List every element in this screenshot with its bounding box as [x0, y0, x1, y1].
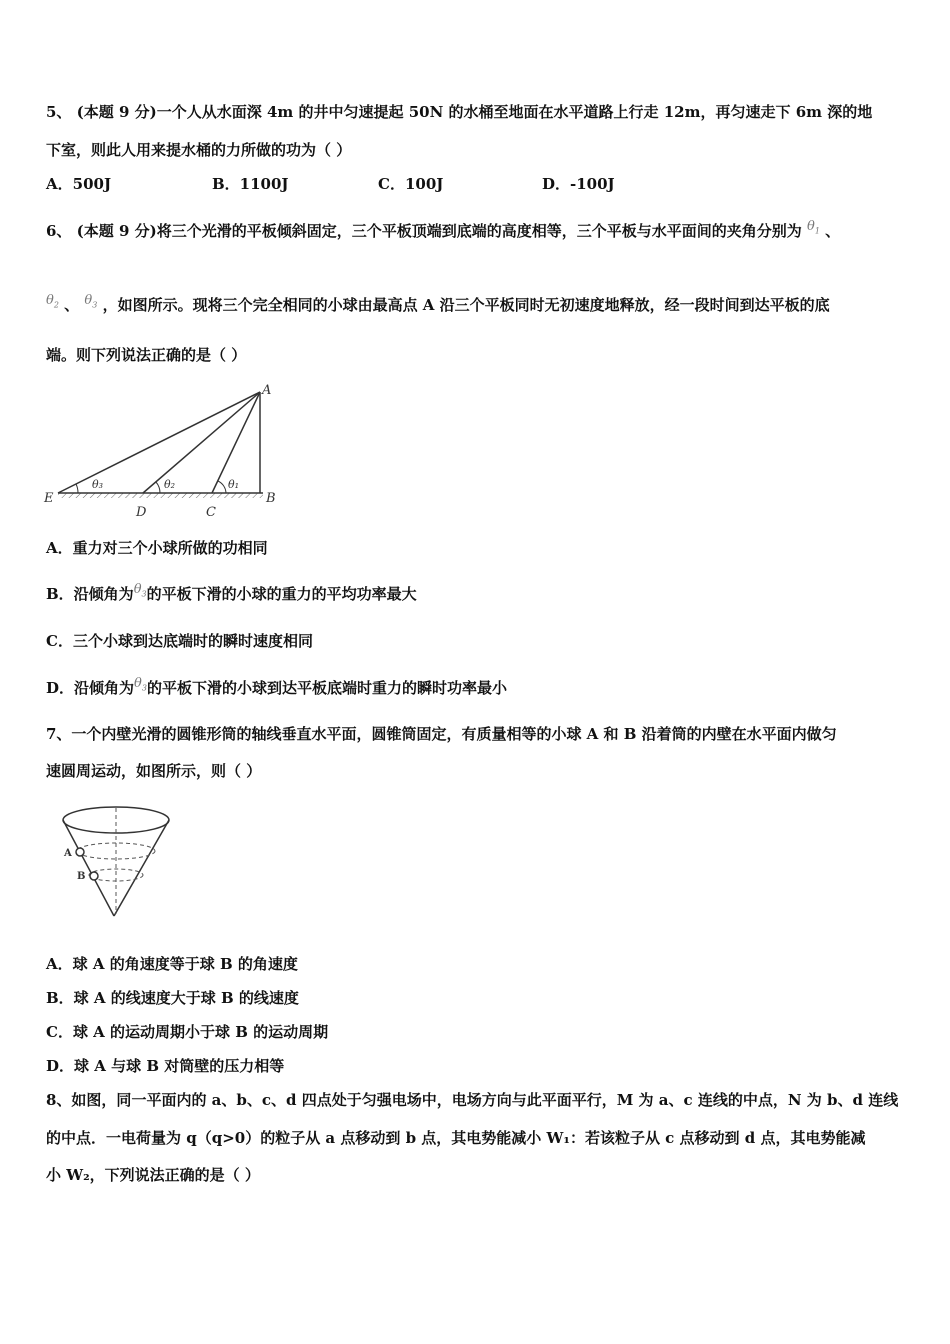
q8-line2: 的中点．一电荷量为 q（q>0）的粒子从 a 点移动到 b 点，其电势能减小 W₁：若该粒子从 c 点移动到 d 点，其电势能减 [46, 1129, 866, 1147]
incline-figure [40, 378, 290, 523]
q5-option-d: D．-100J [542, 175, 615, 193]
q6-option-d-post: 的平板下滑的小球到达平板底端时重力的瞬时功率最小 [146, 679, 507, 697]
label-theta2: θ₂ [164, 478, 176, 491]
q6-option-b-post: 的平板下滑的小球的重力的平均功率最大 [146, 585, 417, 603]
q6-option-d-pre: D．沿倾角为 [46, 679, 135, 697]
q6-line1-text: 6、 (本题 9 分)将三个光滑的平板倾斜固定，三个平板顶端到底端的高度相等，三个平板与水平面间的夹角分别为 [46, 222, 802, 240]
q7-option-b: B．球 A 的线速度大于球 B 的线速度 [46, 989, 299, 1007]
theta3-symbol-d: $\theta_3$ [134, 676, 147, 693]
q5-option-b: B．1100J [212, 175, 289, 193]
q5-line2: 下室，则此人用来提水桶的力所做的功为（ ） [46, 141, 352, 159]
cone-left-side [63, 820, 114, 916]
q6-line3: 端。则下列说法正确的是（ ） [46, 346, 247, 364]
theta3-symbol-b: $\theta_3$ [133, 582, 147, 599]
cone-label-b: B [77, 871, 86, 882]
theta1-symbol: $\theta_1$ [806, 219, 820, 236]
q5-option-a: A．500J [46, 175, 112, 193]
q8-line1: 8、如图，同一平面内的 a、b、c、d 四点处于匀强电场中，电场方向与此平面平行，M 为 a、c 连线的中点，N 为 b、d 连线 [46, 1091, 899, 1109]
q7-option-a: A．球 A 的角速度等于球 B 的角速度 [46, 955, 298, 973]
q5-line1: 5、 (本题 9 分)一个人从水面深 4m 的井中匀速提起 50N 的水桶至地面在水平道路上行走 12m，再匀速走下 6m 深的地 [46, 103, 873, 121]
q6-line2-text: ，如图所示。现将三个完全相同的小球由最高点 A 沿三个平板同时无初速度地释放，经一段时间到达平板的底 [102, 296, 830, 314]
q6-option-d [46, 678, 507, 705]
ball-a [76, 848, 84, 856]
q6-line1 [46, 221, 840, 248]
angle-arc-3 [76, 484, 78, 493]
label-e: E [44, 491, 54, 506]
q7-line2: 速圆周运动，如图所示，则（ ） [46, 762, 262, 780]
label-d: D [136, 505, 147, 520]
q7-line1: 7、一个内壁光滑的圆锥形筒的轴线垂直水平面，圆锥筒固定，有质量相等的小球 A 和 B 沿着筒的内壁在水平面内做匀 [46, 725, 837, 743]
angle-arc-1 [218, 481, 226, 493]
label-theta3: θ₃ [92, 478, 104, 491]
q7-option-d: D．球 A 与球 B 对筒壁的压力相等 [46, 1057, 285, 1075]
label-c: C [206, 505, 216, 520]
q6-option-b [46, 584, 417, 611]
q7-option-c: C．球 A 的运动周期小于球 B 的运动周期 [46, 1023, 329, 1041]
q8-line3: 小 W₂，下列说法正确的是（ ） [46, 1166, 260, 1184]
q6-option-a: A．重力对三个小球所做的功相同 [46, 539, 268, 557]
label-b: B [266, 491, 276, 506]
cone-right-side [114, 820, 169, 916]
q6-separator: 、 [64, 296, 80, 314]
cone-figure [44, 796, 194, 926]
q6-option-c: C．三个小球到达底端时的瞬时速度相同 [46, 632, 313, 650]
q6-option-b-pre: B．沿倾角为 [46, 585, 134, 603]
ball-b [90, 872, 98, 880]
label-theta1: θ₁ [228, 478, 240, 491]
q6-line2 [46, 295, 830, 322]
angle-arc-2 [156, 482, 160, 493]
theta3-symbol: $\theta_3$ [84, 293, 98, 310]
q5-option-c: C．100J [378, 175, 444, 193]
label-a: A [262, 383, 272, 398]
q6-line1-end: 、 [825, 222, 841, 240]
theta2-symbol: $\theta_2$ [46, 293, 59, 310]
cone-label-a: A [64, 848, 72, 859]
